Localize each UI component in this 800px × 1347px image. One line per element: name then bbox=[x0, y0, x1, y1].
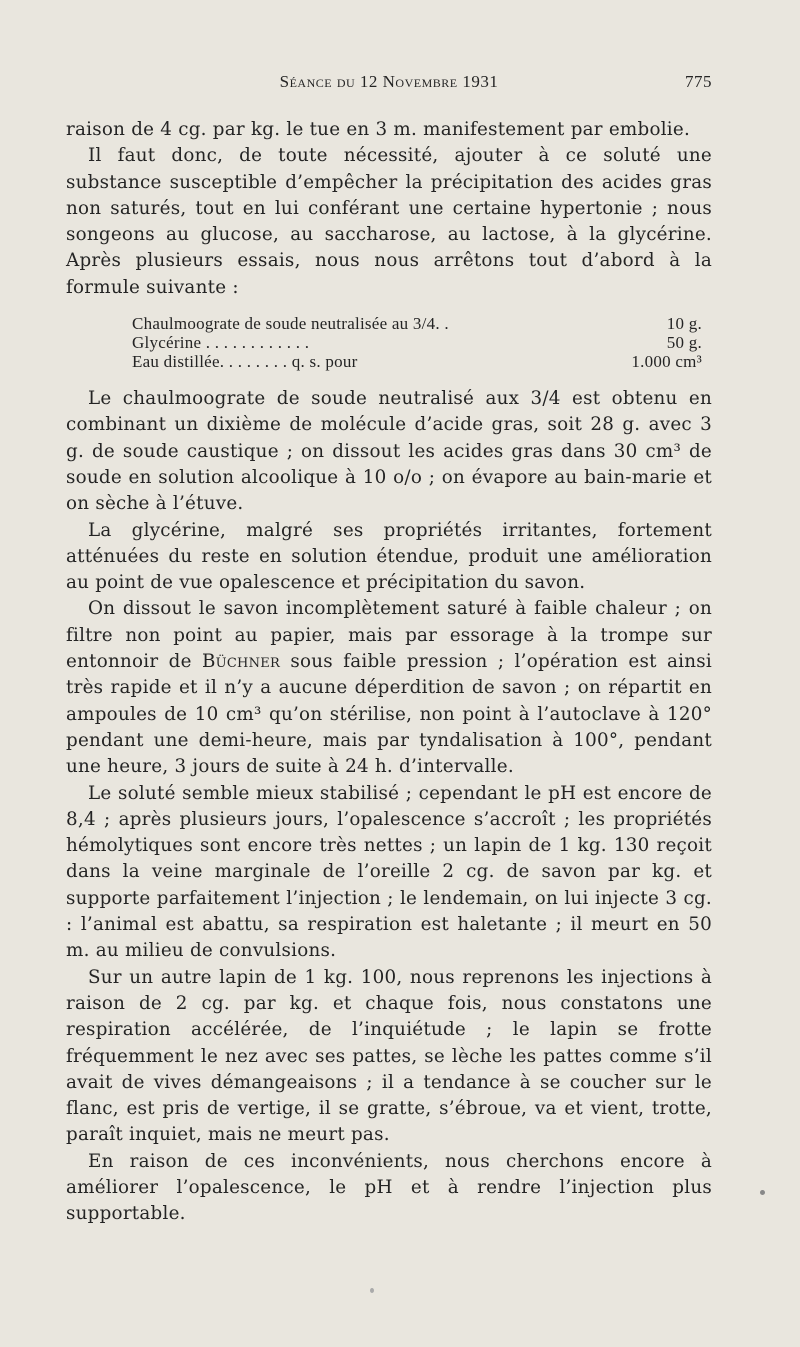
page-number: 775 bbox=[685, 72, 712, 91]
paper-speck bbox=[370, 1288, 374, 1293]
paragraph: Sur un autre lapin de 1 kg. 100, nous reprenons les injections à raison de 2 cg. par kg. et chaque fois, nous constatons une respiration accélérée, de l’inquiétude ; le lapin se frotte fréquemment le nez avec ses pattes, se lèche les pattes comme s’il avait de vives démangeaisons ; il a tendance à se coucher sur le flanc, est pris de vertige, il se gratte, s’ébroue, va et vient, trotte, paraît inquiet, mais ne meurt pas. bbox=[66, 966, 712, 1146]
paragraph-continuation: raison de 4 cg. par kg. le tue en 3 m. manifestement par embolie. bbox=[66, 119, 691, 140]
formula-ingredient: Chaulmoograte de soude neutralisée au 3/4. . bbox=[132, 314, 449, 334]
body-text bbox=[66, 117, 712, 1228]
formula-ingredient: Eau distillée. . . . . . . . q. s. pour bbox=[132, 352, 358, 372]
formula-table bbox=[66, 301, 712, 386]
paragraph bbox=[66, 596, 712, 780]
formula-row bbox=[132, 314, 712, 333]
formula-quantity: 10 g. bbox=[666, 314, 702, 334]
paper-speck bbox=[760, 1190, 765, 1195]
paragraph: Le chaulmoograte de soude neutralisé aux 3/4 est obtenu en combinant un dixième de molécule d’acide gras, soit 28 g. avec 3 g. de soude caustique ; on dissout les acides gras dans 30 cm³ de soude en solution alcoolique à 10 o/o ; on évapore au bain-marie et on sèche à l’étuve. bbox=[66, 388, 712, 515]
author-name: Büchner bbox=[201, 651, 281, 673]
paragraph: La glycérine, malgré ses propriétés irritantes, fortement atténuées du reste en solution étendue, produit une amélioration au point de vue opalescence et précipitation du savon. bbox=[66, 519, 712, 594]
paragraph: Il faut donc, de toute nécessité, ajouter à ce soluté une substance susceptible d’empêcher la précipitation des acides gras non saturés, tout en lui conférant une certaine hypertonie ; nous songeons au glucose, au saccharose, au lactose, à la glycérine. Après plusieurs essais, nous nous arrêtons tout d’abord à la formule suivante : bbox=[66, 145, 712, 298]
running-title: Séance du 12 Novembre 1931 bbox=[279, 72, 499, 91]
paragraph: Le soluté semble mieux stabilisé ; cependant le pH est encore de 8,4 ; après plusieurs jours, l’opalescence s’accroît ; les propriétés hémolytiques sont encore très nettes ; un lapin de 1 kg. 130 reçoit dans la veine marginale de l’oreille 2 cg. de savon par kg. et supporte parfaitement l’injection ; le lendemain, on lui injecte 3 cg. : l’animal est abattu, sa respiration est haletante ; il meurt en 50 m. au milieu de convulsions. bbox=[66, 782, 712, 962]
paragraph: En raison de ces inconvénients, nous cherchons encore à améliorer l’opalescence, le pH et à rendre l’injection plus supportable. bbox=[66, 1150, 712, 1225]
formula-ingredient: Glycérine . . . . . . . . . . . . bbox=[132, 333, 310, 353]
formula-row bbox=[132, 333, 712, 352]
formula-row bbox=[132, 352, 712, 371]
text-run: On dissout le savon incomplètement saturé à faible chaleur ; on filtre non point au papier, mais par essorage à la trompe sur entonnoir de bbox=[66, 598, 712, 673]
formula-quantity: 1.000 cm³ bbox=[631, 352, 702, 372]
text-run: sous faible pression ; l’opération est ainsi très rapide et il n’y a aucune déperdition de savon ; on répartit en ampoules de 10 cm³ qu’on stérilise, non point à l’autoclave à 120° pendant une demi-heure, mais par tyndalisation à 100°, pendant une heure, 3 jours de suite à 24 h. d’intervalle. bbox=[66, 651, 712, 778]
formula-quantity: 50 g. bbox=[666, 333, 702, 353]
page-header bbox=[66, 72, 712, 96]
